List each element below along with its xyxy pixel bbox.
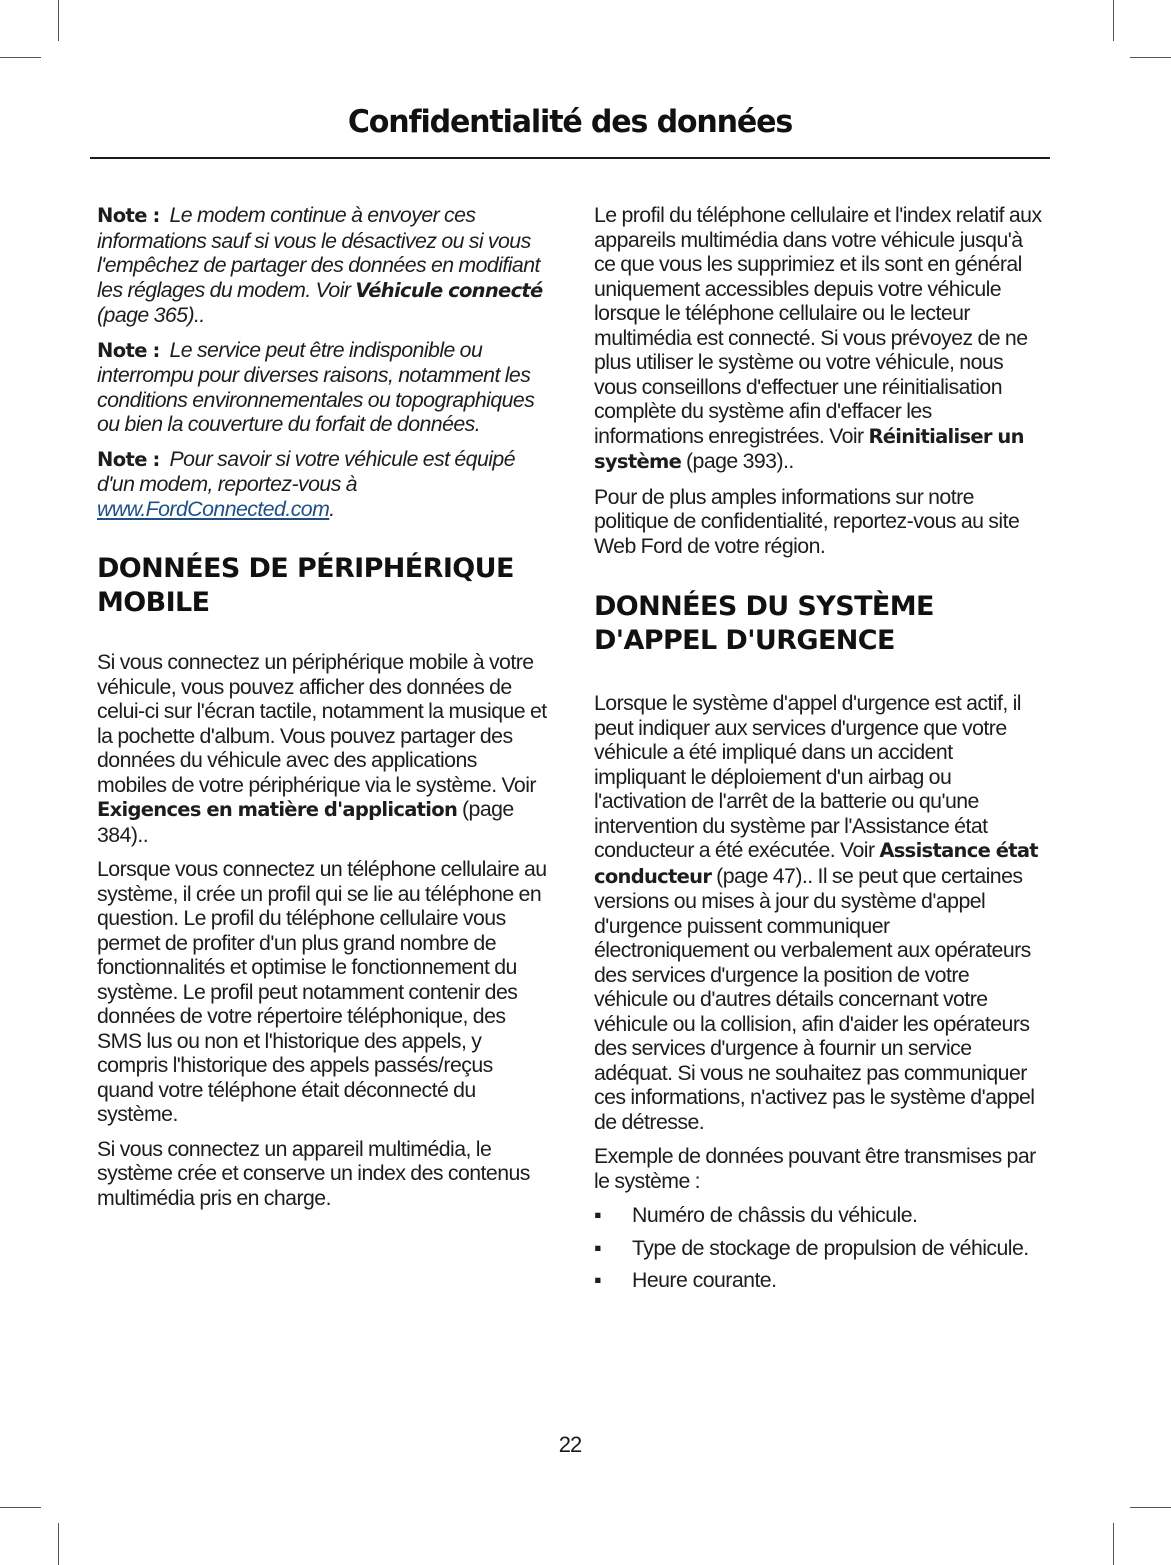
xref-system-reset[interactable]: Réinitialiser un système [594,424,1024,473]
section-heading-mobile-device-data: DONNÉES DE PÉRIPHÉRIQUE MOBILE [97,553,514,618]
crop-mark-top-right-horizontal [1130,57,1171,58]
xref-connected-vehicle[interactable]: Véhicule connecté [355,278,543,302]
note-label: Note : [97,338,160,362]
transmitted-data-list [594,1203,1046,1293]
crop-mark-top-left-vertical [58,0,59,41]
paragraph-text: Si vous connectez un périphérique mobile à votre véhicule, vous pouvez afficher des données de celui-ci sur l'écran tactile, notamment la musique et la pochette d'album. Vous pouvez partager des données du véhicule avec des applications mobiles de votre périphérique via le système. Voir [97,650,547,797]
bullet-icon: ▪ [594,1203,601,1227]
list-item-text: Numéro de châssis du véhicule. [632,1203,918,1227]
list-item-text: Type de stockage de propulsion de véhicule. [632,1235,1029,1260]
list-item-text: Heure courante. [632,1268,777,1292]
list-item [594,1203,1046,1228]
crop-mark-top-right-vertical [1113,0,1114,41]
note-modem-check [97,447,549,522]
crop-mark-bottom-right-vertical [1113,1523,1114,1565]
paragraph-emergency-call [594,691,1046,1134]
title-divider [90,157,1050,159]
note-page-ref: (page 365).. [97,303,205,327]
xref-app-requirements[interactable]: Exigences en matière d'application [97,798,458,821]
list-item [594,1268,1046,1293]
list-item [594,1236,1046,1261]
paragraph-example-data: Exemple de données pouvant être transmises par le système : [594,1144,1036,1193]
paragraph-page-ref: (page 384).. [97,797,514,847]
bullet-icon: ▪ [594,1268,601,1292]
paragraph-phone-profile: Lorsque vous connectez un téléphone cellulaire au système, il crée un profil qui se lie au téléphone en question. Le profil du téléphone cellulaire vous permet de profiter d'un plus grand nombre de fonctionnalités et optimise le fonctionnement du système. Le profil peut notamment contenir des données de votre répertoire téléphonique, des SMS lus ou non et l'historique des appels, y compris l'historique des appels passés/reçus quand votre téléphone était déconnecté du système. [97,857,547,1126]
note-punctuation: . [329,496,335,521]
right-column [594,203,1046,1301]
bullet-icon: ▪ [594,1235,601,1260]
paragraph-page-ref: (page 393).. [681,449,794,473]
page-number: 22 [558,1432,582,1457]
page-title: Confidentialité des données [347,104,793,140]
note-text: Pour savoir si votre véhicule est équipé d'un modem, reportez-vous à [97,446,516,496]
crop-mark-bottom-left-horizontal [0,1507,41,1508]
paragraph-profile-retention [594,203,1046,475]
crop-mark-top-left-horizontal [0,57,41,58]
paragraph-text-continued: (page 47).. Il se peut que certaines versions ou mises à jour du système d'appel d'urgence puissent communiquer électroniquement ou verbalement aux opérateurs des services d'urgence la position de votre véhicule ou d'autres détails concernant votre véhicule ou la collision, afin d'aider les opérateurs des services d'urgence à fournir un service adéquat. Si vous ne souhaitez pas communiquer ces informations, n'activez pas le système d'appel de détresse. [594,863,1035,1134]
paragraph-text: Le profil du téléphone cellulaire et l'index relatif aux appareils multimédia dans votre véhicule jusqu'à ce que vous les supprimiez et ils sont en général uniquement accessibles depuis votre véhicule lorsque le téléphone cellulaire ou le lecteur multimédia est connecté. Si vous prévoyez de ne plus utiliser le système ou votre véhicule, nous vous conseillons d'effectuer une réinitialisation complète du système afin d'effacer les informations enregistrées. Voir [594,203,1042,448]
crop-mark-bottom-right-horizontal [1130,1507,1171,1508]
fordconnected-link[interactable]: www.FordConnected.com [97,496,330,521]
note-label: Note : [97,447,160,471]
paragraph-privacy-policy: Pour de plus amples informations sur notre politique de confidentialité, reportez-vous au site Web Ford de votre région. [594,484,1020,558]
xref-driver-alert[interactable]: Assistance état conducteur [594,839,1038,888]
crop-mark-bottom-left-vertical [58,1523,59,1565]
note-label: Note : [97,204,160,227]
paragraph-mobile-device [97,650,549,847]
paragraph-media-index: Si vous connectez un appareil multimédia, le système crée et conserve un index des contenus multimédia pris en charge. [97,1136,530,1210]
note-service [97,338,549,437]
note-text: Le modem continue à envoyer ces informations sauf si vous le désactivez ou si vous l'empêchez de partager des données en modifiant les réglages du modem. Voir [97,203,540,302]
section-heading-emergency-call-data: DONNÉES DU SYSTÈME D'APPEL D'URGENCE [594,591,934,656]
paragraph-text: Lorsque le système d'appel d'urgence est actif, il peut indiquer aux services d'urgence que votre véhicule a été impliqué dans un accident impliquant le déploiement d'un airbag ou l'activation de l'arrêt de la batterie ou qu'une intervention du système par l'Assistance état conducteur a été exécutée. Voir [594,691,1021,862]
note-text: Le service peut être indisponible ou interrompu pour diverses raisons, notamment les conditions environnementales ou topographiques ou bien la couverture du forfait de données. [97,337,535,436]
note-modem [97,203,549,328]
left-column [97,203,549,1220]
